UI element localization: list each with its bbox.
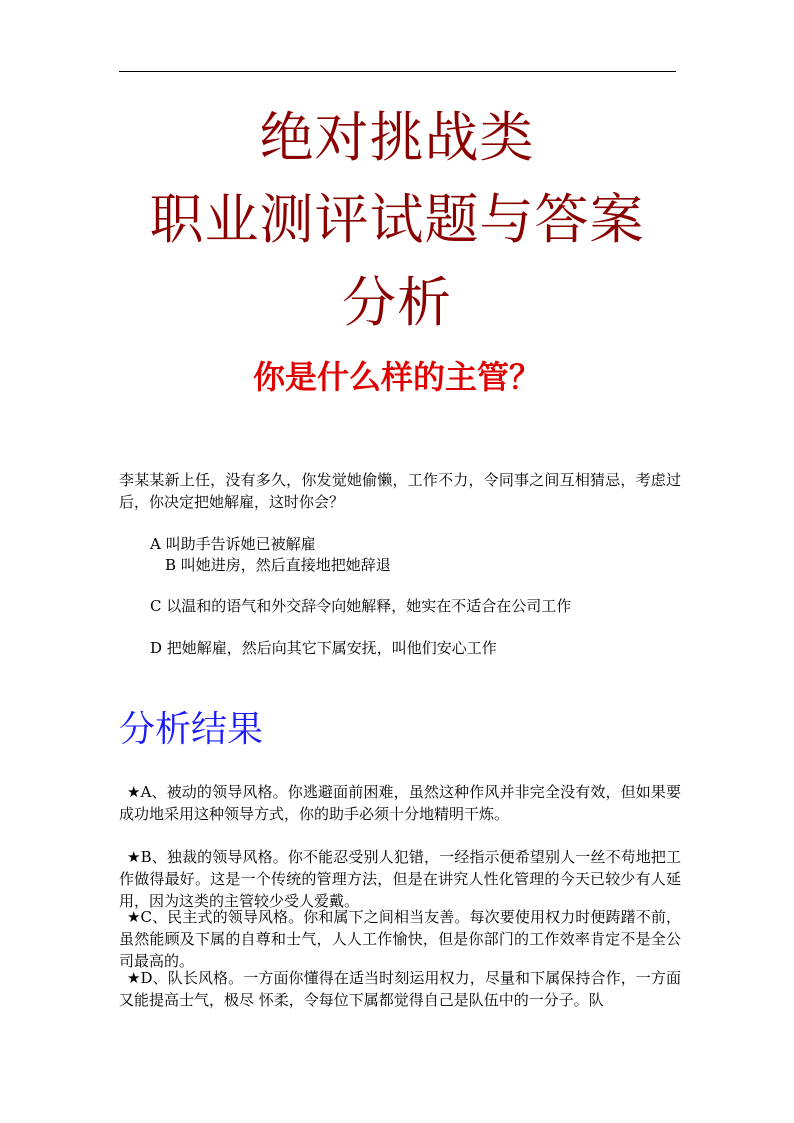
page-subtitle: 你是什么样的主管？ — [252, 358, 541, 396]
header-rule — [119, 71, 676, 72]
result-c — [119, 906, 681, 972]
result-a — [119, 781, 681, 825]
option-c: C 以温和的语气和外交辞令向她解释，她实在不适合在公司工作 — [150, 597, 572, 615]
result-b-text: ★B、独裁的领导风格。你不能忍受别人犯错，一经指示便希望别人一丝不苟地把工作做得最好。这是一个传统的管理方法，但是在讲究人性化管理的今天已较少有人延用，因为这类的主管较少受人爱戴。 — [119, 848, 681, 910]
page-title-line-1: 绝对挑战类 — [259, 106, 535, 169]
page-title-line-2: 职业测评试题与答案 — [149, 188, 645, 251]
question-text: 李某某新上任，没有多久，你发觉她偷懒，工作不力，令同事之间互相猜忌，考虑过后，你决定把她解雇，这时你会？ — [119, 471, 681, 511]
result-d-text: ★D、队长风格。一方面你懂得在适当时刻运用权力，尽量和下属保持合作，一方面又能提高士气，极尽 怀柔，令每位下属都觉得自己是队伍中的一分子。队 — [119, 969, 681, 1009]
result-c-text: ★C、民主式的领导风格。你和属下之间相当友善。每次要使用权力时便踌躇不前，虽然能顾及下属的自尊和士气，人人工作愉快，但是你部门的工作效率肯定不是全公司最高的。 — [119, 908, 681, 970]
option-d: D 把她解雇，然后向其它下属安抚，叫他们安心工作 — [150, 639, 497, 657]
result-b — [119, 846, 681, 912]
option-b: B 叫她进房，然后直接地把她辞退 — [165, 556, 391, 574]
result-d — [119, 967, 681, 1011]
analysis-heading: 分析结果 — [119, 709, 264, 750]
option-a: A 叫助手告诉她已被解雇 — [150, 535, 316, 553]
result-a-text: ★A、被动的领导风格。你逃避面前困难，虽然这种作风并非完全没有效，但如果要成功地采用这种领导方式，你的助手必须十分地精明干炼。 — [119, 783, 681, 823]
page-title-line-3: 分析 — [342, 271, 452, 334]
